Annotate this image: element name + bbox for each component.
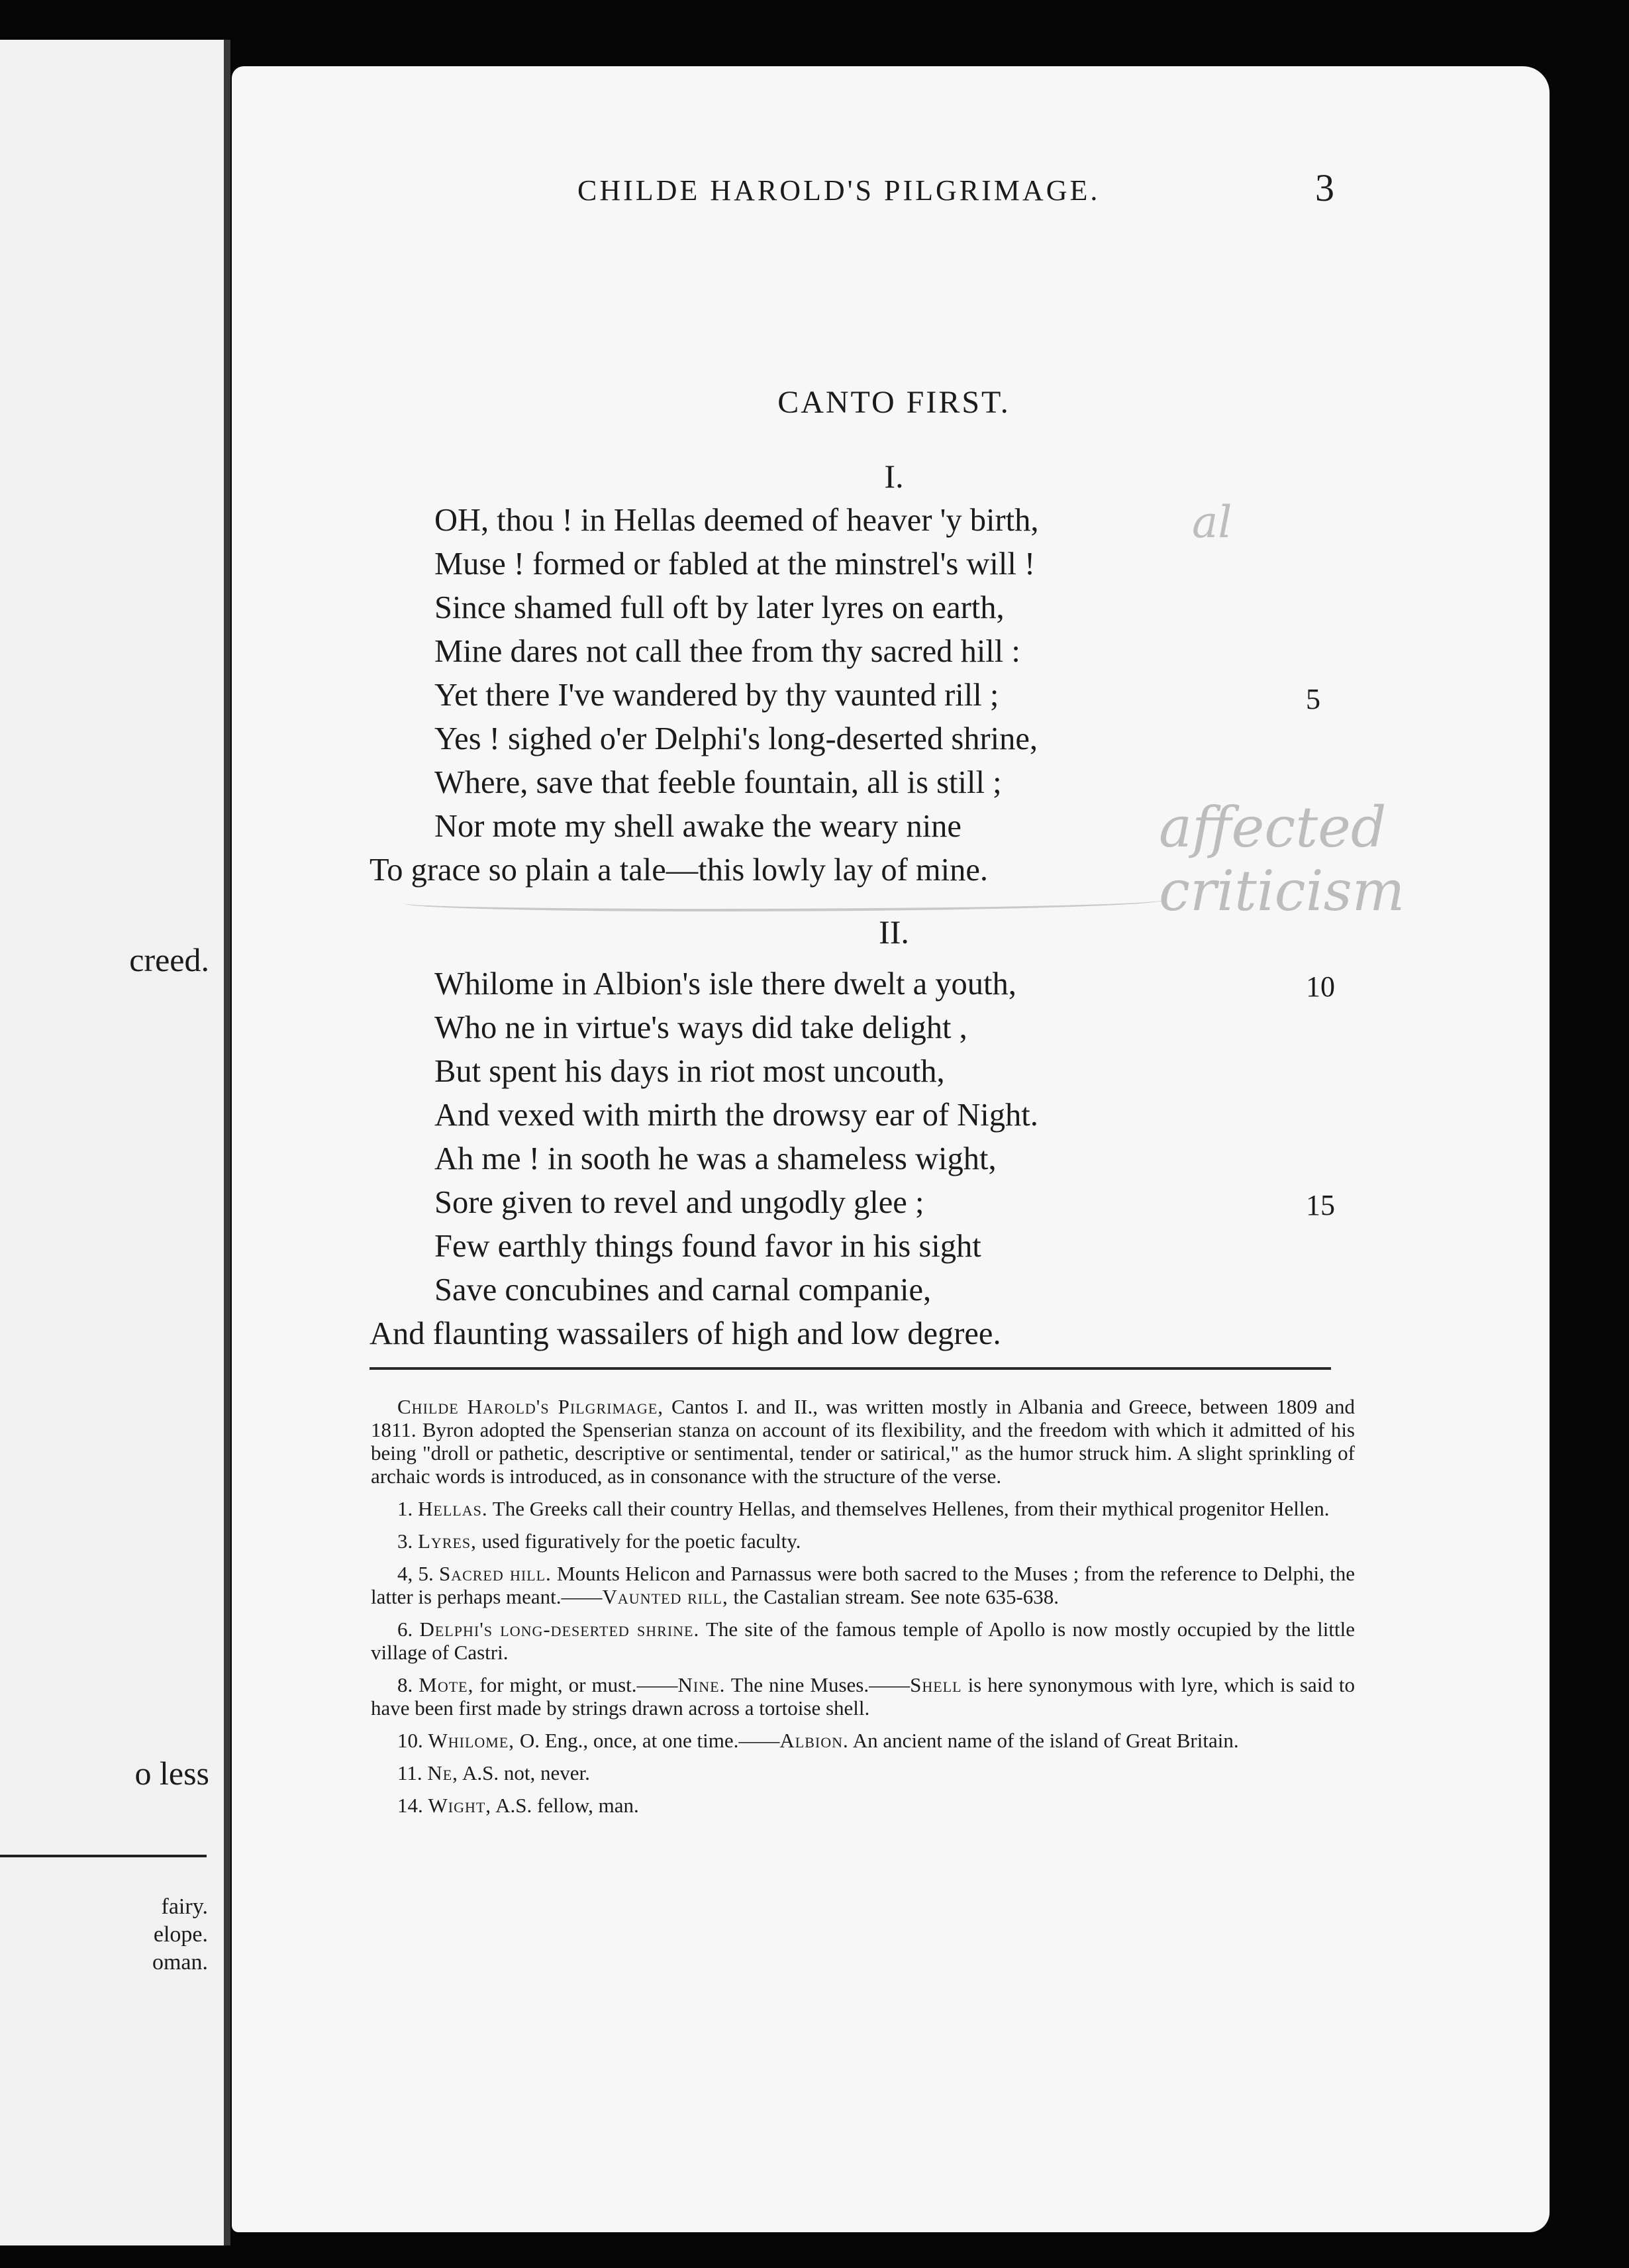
running-title: CHILDE HAROLD'S PILGRIMAGE. (577, 174, 1101, 207)
margin-pencil-mark: al (1192, 497, 1232, 548)
note-1 (371, 1497, 1355, 1520)
note-text: the Castalian stream. See note 635-638. (728, 1585, 1060, 1608)
left-page-footnote: oman. (152, 1950, 208, 1975)
note-intro (371, 1395, 1355, 1488)
verse-line: Yet there I've wandered by thy vaunted rill ; (434, 678, 999, 713)
verse-line: OH, thou ! in Hellas deemed of heaver 'y birth, (434, 503, 1039, 538)
note-number: 14. (397, 1794, 423, 1817)
left-page-text: creed. (129, 941, 209, 978)
note-4-5 (371, 1562, 1355, 1608)
verse-line: Save concubines and carnal companie, (434, 1272, 932, 1308)
note-term: Delphi's long-deserted shrine. (419, 1618, 700, 1641)
note-term: Vaunted rill, (602, 1585, 728, 1608)
note-11 (371, 1761, 1355, 1784)
verse-line: And vexed with mirth the drowsy ear of Night. (434, 1098, 1038, 1133)
note-term: Ne, (427, 1761, 458, 1784)
note-text: Cantos I. and II., was written mostly in Albania and Greece, between 1809 and 1811. Byron adopted the Spenserian stanza on account of its flexibility, and the freedom with which it admitted of his being "droll or pathetic, descriptive or sentimental, tender or satirical," as the humor struck him. A slight sprinkling of archaic words is introduced, as in consonance with the structure of the verse. (371, 1395, 1356, 1488)
note-text: Mounts Helicon and Parnassus were both sacred to the Muses ; from the reference to Delphi, the latter is perhaps meant.—— (371, 1562, 1355, 1608)
verse-line: But spent his days in riot most uncouth, (434, 1054, 945, 1089)
verse-line: Whilome in Albion's isle there dwelt a youth, (434, 966, 1016, 1002)
note-text: is here synonymous with lyre, which is said to have been first made by strings drawn across a tortoise shell. (371, 1673, 1355, 1720)
verse-line: Mine dares not call thee from thy sacred hill : (434, 634, 1020, 669)
verse-line: Ah me ! in sooth he was a shameless wight, (434, 1141, 997, 1176)
left-page-footnote: elope. (153, 1922, 208, 1947)
note-text: for might, or must.—— (473, 1673, 678, 1696)
note-number: 6. (397, 1618, 413, 1641)
footnote-rule (370, 1367, 1331, 1370)
left-page-fragment (0, 40, 230, 2245)
note-term: Mote, (419, 1673, 474, 1696)
verse-line: Muse ! formed or fabled at the minstrel's will ! (434, 546, 1036, 582)
margin-note: affected (1159, 795, 1387, 860)
note-text: O. Eng., once, at one time.—— (515, 1729, 780, 1752)
note-term: Shell (910, 1673, 962, 1696)
left-page-footnote: fairy. (161, 1894, 208, 1919)
note-6 (371, 1618, 1355, 1664)
note-number: 1. (397, 1497, 413, 1520)
note-number: 3. (397, 1529, 413, 1553)
note-10 (371, 1729, 1355, 1752)
stanza-numeral: I. (884, 458, 904, 495)
note-14 (371, 1794, 1355, 1817)
verse-line: Who ne in virtue's ways did take delight , (434, 1010, 967, 1045)
note-number: 10. (397, 1729, 423, 1752)
line-number: 15 (1306, 1189, 1335, 1221)
note-text: The site of the famous temple of Apollo is now mostly occupied by the little village of Castri. (371, 1618, 1355, 1664)
verse-line: Since shamed full oft by later lyres on earth, (434, 590, 1005, 625)
canto-title: CANTO FIRST. (777, 385, 1011, 420)
line-number: 10 (1306, 970, 1335, 1003)
note-text: used figuratively for the poetic faculty. (476, 1529, 801, 1553)
note-3 (371, 1529, 1355, 1553)
note-term: Albion. (779, 1729, 849, 1752)
line-number: 5 (1306, 683, 1320, 715)
left-page-rule (0, 1855, 207, 1857)
verse-line: Yes ! sighed o'er Delphi's long-deserted shrine, (434, 721, 1038, 756)
verse-line: Nor mote my shell awake the weary nine (434, 809, 962, 844)
stanza-numeral: II. (879, 913, 909, 951)
book-page (232, 66, 1550, 2232)
pencil-underline (404, 892, 1165, 911)
note-text: The nine Muses.—— (725, 1673, 911, 1696)
verse-line: Sore given to revel and ungodly glee ; (434, 1185, 924, 1220)
note-number: 4, 5. (397, 1562, 434, 1585)
note-number: 8. (397, 1673, 413, 1696)
footnotes (371, 1395, 1355, 1826)
page-number: 3 (1315, 166, 1334, 209)
note-term: Lyres, (418, 1529, 477, 1553)
note-text: The Greeks call their country Hellas, and themselves Hellenes, from their mythical progenitor Hellen. (487, 1497, 1330, 1520)
note-term: Sacred hill. (438, 1562, 552, 1585)
note-term: Hellas. (418, 1497, 488, 1520)
note-term: Wight, (428, 1794, 492, 1817)
left-page-text: o less (134, 1755, 209, 1792)
note-8 (371, 1673, 1355, 1720)
note-term: Whilome, (428, 1729, 515, 1752)
note-text: A.S. not, never. (458, 1761, 590, 1784)
verse-line: To grace so plain a tale—this lowly lay of mine. (370, 852, 989, 888)
note-text: An ancient name of the island of Great Britain. (848, 1729, 1239, 1752)
note-term: Childe Harold's Pilgrimage, (397, 1395, 664, 1418)
verse-line: And flaunting wassailers of high and low degree. (370, 1316, 1001, 1351)
verse-line: Few earthly things found favor in his sight (434, 1229, 981, 1264)
note-number: 11. (397, 1761, 422, 1784)
margin-note: criticism (1159, 858, 1405, 923)
note-term: Nine. (677, 1673, 726, 1696)
note-text: A.S. fellow, man. (491, 1794, 639, 1817)
verse-line: Where, save that feeble fountain, all is still ; (434, 765, 1002, 800)
